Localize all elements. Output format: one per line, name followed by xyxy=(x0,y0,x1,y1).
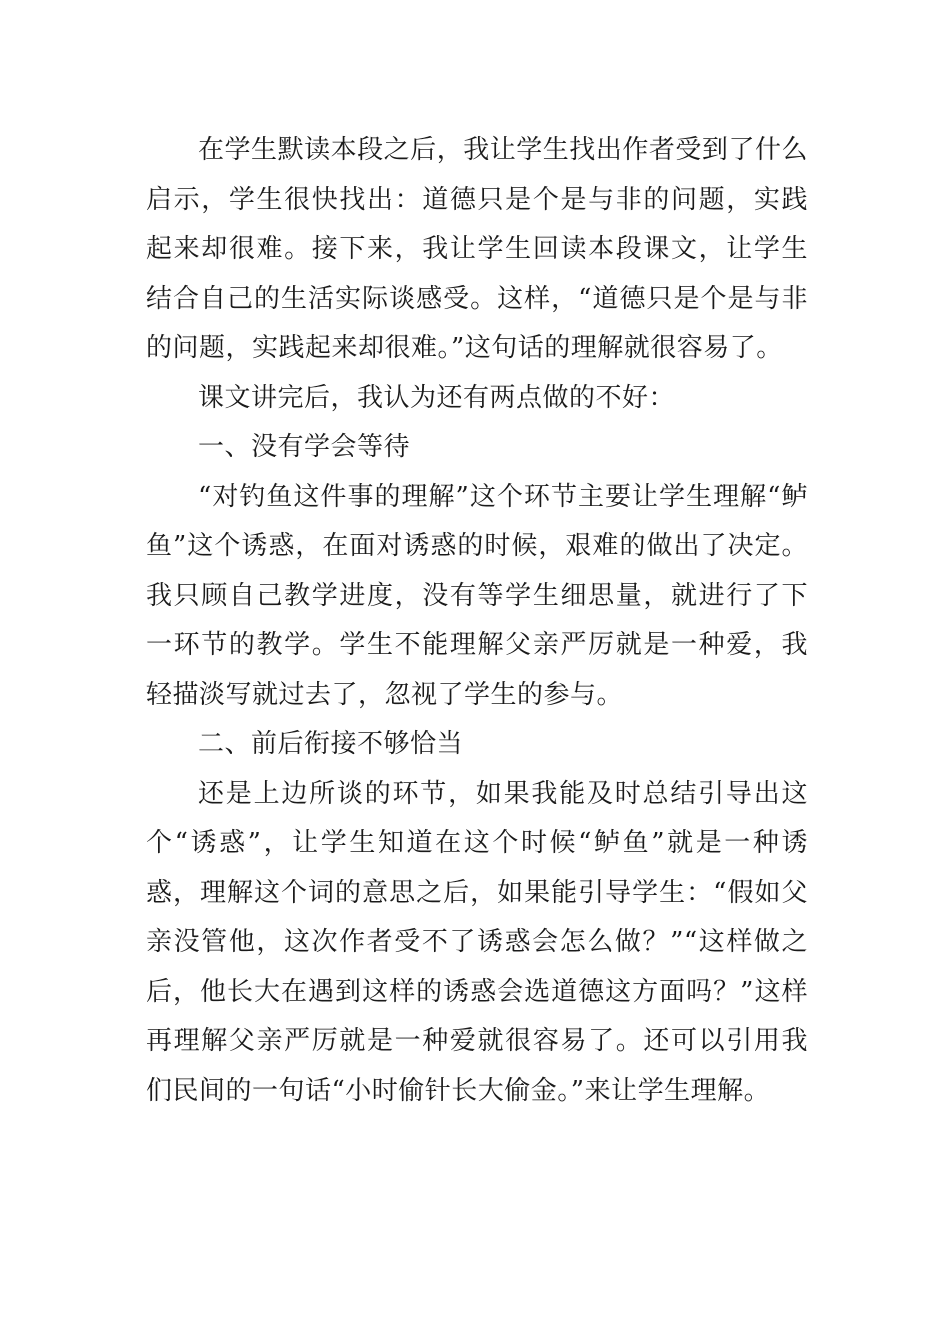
heading-point-one: 一、没有学会等待 xyxy=(198,432,411,462)
heading-point-two: 二、前后衔接不够恰当 xyxy=(198,729,464,759)
paragraph-shortcomings-intro: 课文讲完后，我认为还有两点做的不好： xyxy=(198,382,676,413)
paragraph-point-two: 还是上边所谈的环节，如果我能及时总结引导出这个“诱惑”，让学生知道在这个时候“鲈鱼”就是一种诱惑，理解这个词的意思之后，如果能引导学生：“假如父亲没管他，这次作者受不了诱惑会怎么做？”“这样做之后，他长大在遇到这样的诱惑会选道德这方面吗？”这样再理解父亲严厉就是一种爱就很容易了。还可以引用我们民间的一句话“小时偷针长大偷金。”来让学生理解。 xyxy=(146,778,808,1106)
paragraph-point-one: “对钓鱼这件事的理解”这个环节主要让学生理解“鲈鱼”这个诱惑，在面对诱惑的时候，艰难的做出了决定。我只顾自己教学进度，没有等学生细思量，就进行了下一环节的教学。学生不能理解父亲严厉就是一种爱，我轻描淡写就过去了，忽视了学生的参与。 xyxy=(146,481,808,710)
document-body xyxy=(146,126,808,1116)
paragraph-reading-reflection: 在学生默读本段之后，我让学生找出作者受到了什么启示，学生很快找出：道德只是个是与非的问题，实践起来却很难。接下来，我让学生回读本段课文，让学生结合自己的生活实际谈感受。这样，“道德只是个是与非的问题，实践起来却很难。”这句话的理解就很容易了。 xyxy=(146,135,808,363)
